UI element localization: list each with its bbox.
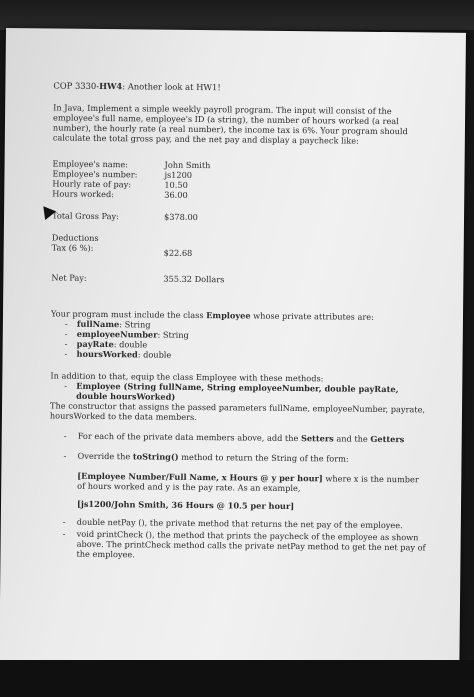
text: Override the bbox=[77, 450, 133, 462]
attr-name: hoursWorked bbox=[76, 348, 138, 360]
list-item bbox=[63, 451, 427, 465]
method-bullets bbox=[48, 430, 427, 562]
label: Hours worked: bbox=[52, 188, 115, 200]
attribute-list bbox=[51, 318, 429, 362]
text: Your program must include the class bbox=[50, 308, 207, 321]
attr-type: : String bbox=[157, 329, 189, 340]
value: js1200 bbox=[164, 169, 193, 180]
paycheck-example bbox=[51, 158, 430, 302]
value: John Smith bbox=[164, 159, 211, 171]
label: Employee's number: bbox=[52, 168, 138, 180]
value: 10.50 bbox=[164, 179, 188, 190]
methods-intro: In addition to that, equip the class Employee with these methods: bbox=[50, 370, 324, 384]
document-page bbox=[0, 28, 466, 665]
screen-bottom-bezel bbox=[0, 660, 474, 697]
intro-paragraph: In Java, Implement a simple weekly payroll program. The input will consist of the employee's full name, employee's ID (a string), the number of hours worked (a real number), the hourly rate (a real number), the income tax is 6%. Your program should calculate the total gross pay, and the net pay and display a paycheck like: bbox=[52, 102, 408, 146]
constructor-description: The constructor that assigns the passed parameters fullName, employeeNumber, payrate, hoursWorked to the data members. bbox=[49, 400, 426, 423]
label: Deductions bbox=[51, 232, 99, 243]
row-net-pay bbox=[51, 272, 429, 285]
attr-name: fullName bbox=[76, 318, 120, 330]
list-item bbox=[64, 381, 428, 405]
constructor-list bbox=[50, 380, 428, 404]
row-hourly-rate bbox=[52, 178, 430, 190]
text: For each of the private data members above, add the bbox=[77, 430, 302, 444]
text-bold: Setters bbox=[300, 433, 334, 444]
text: void printCheck (), the method that prints the paycheck of the employee as shown above. The printCheck method calls the private netPay method to get the net pay of the employee. bbox=[76, 528, 426, 560]
value: $378.00 bbox=[163, 211, 198, 223]
title-bold: HW4 bbox=[99, 80, 123, 92]
text: double netPay (), the private method that returns the net pay of the employee. bbox=[76, 516, 403, 531]
assignment-title bbox=[53, 80, 431, 94]
text: and the bbox=[333, 433, 371, 444]
constructor-signature: Employee (String fullName, String employeeNumber, double payRate, double hoursWorked) bbox=[76, 380, 399, 402]
attr-name: payRate bbox=[76, 338, 114, 350]
tostring-format bbox=[63, 471, 427, 495]
attr-name: employeeNumber bbox=[76, 328, 158, 340]
value: 36.00 bbox=[164, 189, 188, 200]
title-suffix: : Another look at HW1! bbox=[122, 81, 221, 93]
attr-type: : double bbox=[137, 349, 172, 360]
tostring-example: [js1200/John Smith, 36 Hours @ 10.5 per hour] bbox=[76, 498, 295, 512]
class-name: Employee bbox=[206, 310, 251, 321]
label: Total Gross Pay: bbox=[51, 210, 120, 222]
text: method to return the String of the form: bbox=[178, 451, 349, 464]
label: Hourly rate of pay: bbox=[52, 178, 132, 190]
label: Net Pay: bbox=[51, 272, 87, 283]
row-hours-worked bbox=[52, 188, 430, 200]
value: $22.68 bbox=[163, 247, 193, 258]
document-content bbox=[48, 80, 431, 572]
row-tax bbox=[51, 242, 430, 258]
label: Employee's name: bbox=[52, 158, 129, 170]
row-deductions bbox=[51, 232, 430, 243]
attr-type: : double bbox=[113, 339, 148, 350]
row-employee-name bbox=[52, 158, 431, 171]
screen-top-bezel bbox=[0, 0, 474, 30]
text-bold: toString() bbox=[132, 451, 179, 462]
list-item bbox=[64, 431, 428, 445]
row-employee-number bbox=[52, 168, 431, 180]
value: 355.32 Dollars bbox=[163, 273, 225, 285]
title-prefix: COP 3330- bbox=[53, 80, 100, 91]
row-gross-pay bbox=[51, 210, 430, 223]
text-bold: Getters bbox=[370, 433, 405, 445]
list-item bbox=[62, 529, 426, 563]
attr-type: : String bbox=[119, 319, 151, 330]
text: whose private attributes are: bbox=[250, 310, 374, 322]
label: Tax (6 %): bbox=[51, 242, 94, 253]
format-bold: [Employee Number/Full Name, x Hours @ y per hour] bbox=[77, 470, 323, 484]
text: where x is the number of hours worked and y is the pay rate. As an example, bbox=[77, 473, 419, 494]
